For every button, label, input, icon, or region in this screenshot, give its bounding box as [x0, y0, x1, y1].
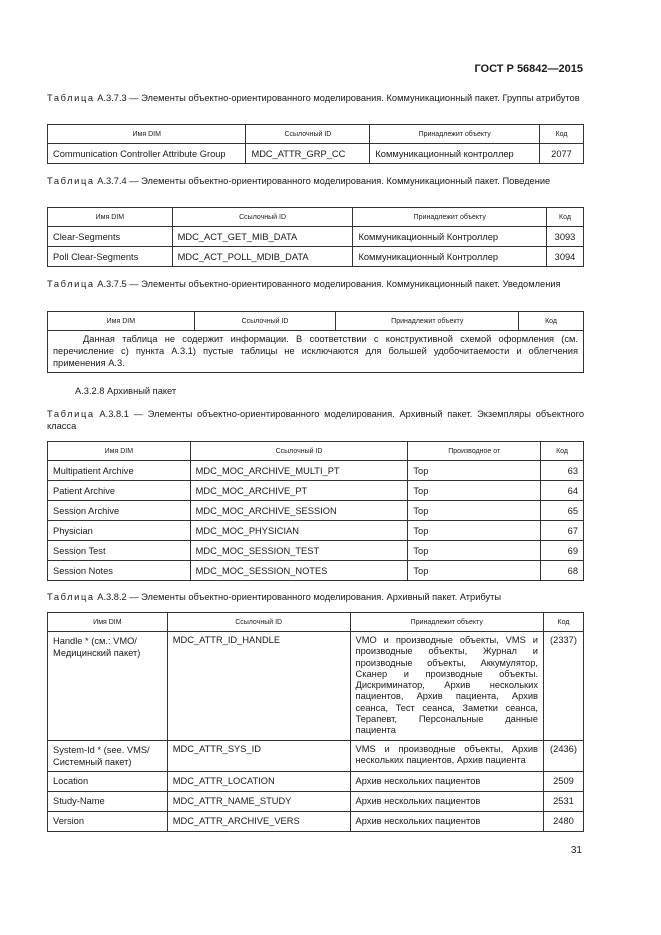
dim-name: Clear-Segments	[48, 227, 173, 247]
code: 3094	[547, 247, 584, 267]
dim-name: Study-Name	[48, 791, 168, 811]
empty-table-note: Данная таблица не содержит информации. В соответствии с конструктивной схемой оформления (см. перечисление с) пункта А.3.1) пустые таблицы не исключаются для большей удобочитаемости и облегчения применения А.3.	[48, 331, 584, 373]
derived-from: Top	[408, 481, 541, 501]
dim-name: Session Notes	[48, 561, 191, 581]
code: 2509	[543, 771, 583, 791]
column-header: Код	[541, 442, 584, 461]
owner-object: VMO и производные объекты, VMS и производные объекты, Журнал и производные объекты, Аккумулятор, Сканер и производные объекты. Дискриминатор, Архив нескольких пациентов, Архив пациента, Архив сеанса, Тест сеанса, Заметки сеанса, Терапевт, Персональные данные пациента	[350, 632, 543, 741]
dim-name: Session Test	[48, 541, 191, 561]
owner-object: Архив нескольких пациентов	[350, 811, 543, 831]
reference-id: MDC_MOC_ARCHIVE_SESSION	[190, 501, 408, 521]
derived-from: Top	[408, 461, 541, 481]
column-header: Код	[519, 312, 584, 331]
table-caption: Таблица А.3.7.5 — Элементы объектно-ориентированного моделирования. Коммуникационный пакет. Уведомления	[47, 279, 561, 289]
derived-from: Top	[408, 561, 541, 581]
code: 67	[541, 521, 584, 541]
column-header: Ссылочный ID	[167, 613, 350, 632]
code: 2480	[543, 811, 583, 831]
reference-id: MDC_MOC_SESSION_TEST	[190, 541, 408, 561]
table-row	[48, 771, 584, 791]
dim-name: System-Id * (see. VMS/ Системный пакет)	[48, 740, 168, 771]
code: 2077	[540, 144, 584, 164]
dim-name: Session Archive	[48, 501, 191, 521]
column-header: Производное от	[408, 442, 541, 461]
reference-id: MDC_ATTR_GRP_CC	[246, 144, 370, 164]
column-header: Ссылочный ID	[190, 442, 408, 461]
derived-from: Top	[408, 541, 541, 561]
table-row	[48, 144, 584, 164]
column-header: Ссылочный ID	[194, 312, 336, 331]
dim-name: Poll Clear-Segments	[48, 247, 173, 267]
table-a375	[47, 311, 584, 373]
column-header: Код	[547, 208, 584, 227]
table-row	[48, 740, 584, 771]
code: 68	[541, 561, 584, 581]
table-row	[48, 521, 584, 541]
code: (2436)	[543, 740, 583, 771]
page-number: 31	[570, 845, 582, 856]
section-heading: А.3.2.8 Архивный пакет	[75, 386, 177, 396]
table-row	[48, 461, 584, 481]
table-a373	[47, 124, 584, 164]
derived-from: Top	[408, 501, 541, 521]
owner-object: Коммуникационный Контроллер	[353, 247, 547, 267]
reference-id: MDC_ATTR_SYS_ID	[167, 740, 350, 771]
table-row	[48, 541, 584, 561]
column-header: Имя DIM	[48, 125, 246, 144]
table-caption: Таблица А.3.7.4 — Элементы объектно-ориентированного моделирования. Коммуникационный пакет. Поведение	[47, 176, 551, 186]
column-header: Ссылочный ID	[172, 208, 353, 227]
reference-id: MDC_ATTR_ID_HANDLE	[167, 632, 350, 741]
column-header: Принадлежит объекту	[350, 613, 543, 632]
column-header: Принадлежит объекту	[370, 125, 540, 144]
column-header: Принадлежит объекту	[353, 208, 547, 227]
derived-from: Top	[408, 521, 541, 541]
column-header: Ссылочный ID	[246, 125, 370, 144]
table-row	[48, 331, 584, 373]
reference-id: MDC_ACT_POLL_MDIB_DATA	[172, 247, 353, 267]
code: 3093	[547, 227, 584, 247]
code: 65	[541, 501, 584, 521]
column-header: Код	[543, 613, 583, 632]
owner-object: Коммуникационный Контроллер	[353, 227, 547, 247]
reference-id: MDC_MOC_ARCHIVE_MULTI_PT	[190, 461, 408, 481]
column-header: Имя DIM	[48, 312, 195, 331]
dim-name: Patient Archive	[48, 481, 191, 501]
owner-object: Архив нескольких пациентов	[350, 771, 543, 791]
reference-id: MDC_ACT_GET_MIB_DATA	[172, 227, 353, 247]
table-caption: Таблица А.3.8.1 — Элементы объектно-ориентированного моделирования. Архивный пакет. Экземпляры объектного класса	[47, 409, 584, 431]
dim-name: Handle * (см.: VMO/ Медицинский пакет)	[48, 632, 168, 741]
dim-name: Multipatient Archive	[48, 461, 191, 481]
table-row	[48, 632, 584, 741]
reference-id: MDC_ATTR_LOCATION	[167, 771, 350, 791]
table-row	[48, 811, 584, 831]
owner-object: VMS и производные объекты, Архив нескольких пациентов, Архив пациента	[350, 740, 543, 771]
dim-name: Communication Controller Attribute Group	[48, 144, 246, 164]
code: 63	[541, 461, 584, 481]
reference-id: MDC_MOC_ARCHIVE_PT	[190, 481, 408, 501]
reference-id: MDC_ATTR_NAME_STUDY	[167, 791, 350, 811]
code: 2531	[543, 791, 583, 811]
table-a381	[47, 441, 584, 581]
table-a382	[47, 612, 584, 832]
table-a374	[47, 207, 584, 267]
table-row	[48, 227, 584, 247]
table-caption: Таблица А.3.8.2 — Элементы объектно-ориентированного моделирования. Архивный пакет. Атрибуты	[47, 592, 502, 602]
dim-name: Version	[48, 811, 168, 831]
reference-id: MDC_MOC_SESSION_NOTES	[190, 561, 408, 581]
owner-object: Архив нескольких пациентов	[350, 791, 543, 811]
dim-name: Physician	[48, 521, 191, 541]
column-header: Имя DIM	[48, 208, 173, 227]
table-row	[48, 247, 584, 267]
table-caption: Таблица А.3.7.3 — Элементы объектно-ориентированного моделирования. Коммуникационный пакет. Группы атрибутов	[47, 93, 580, 103]
owner-object: Коммуникационный контроллер	[370, 144, 540, 164]
dim-name: Location	[48, 771, 168, 791]
table-row	[48, 481, 584, 501]
table-row	[48, 561, 584, 581]
table-row	[48, 501, 584, 521]
column-header: Имя DIM	[48, 613, 168, 632]
code: 64	[541, 481, 584, 501]
column-header: Принадлежит объекту	[336, 312, 519, 331]
code: 69	[541, 541, 584, 561]
standard-designation: ГОСТ Р 56842—2015	[474, 63, 583, 75]
reference-id: MDC_MOC_PHYSICIAN	[190, 521, 408, 541]
column-header: Код	[540, 125, 584, 144]
code: (2337)	[543, 632, 583, 741]
reference-id: MDC_ATTR_ARCHIVE_VERS	[167, 811, 350, 831]
table-row	[48, 791, 584, 811]
column-header: Имя DIM	[48, 442, 191, 461]
